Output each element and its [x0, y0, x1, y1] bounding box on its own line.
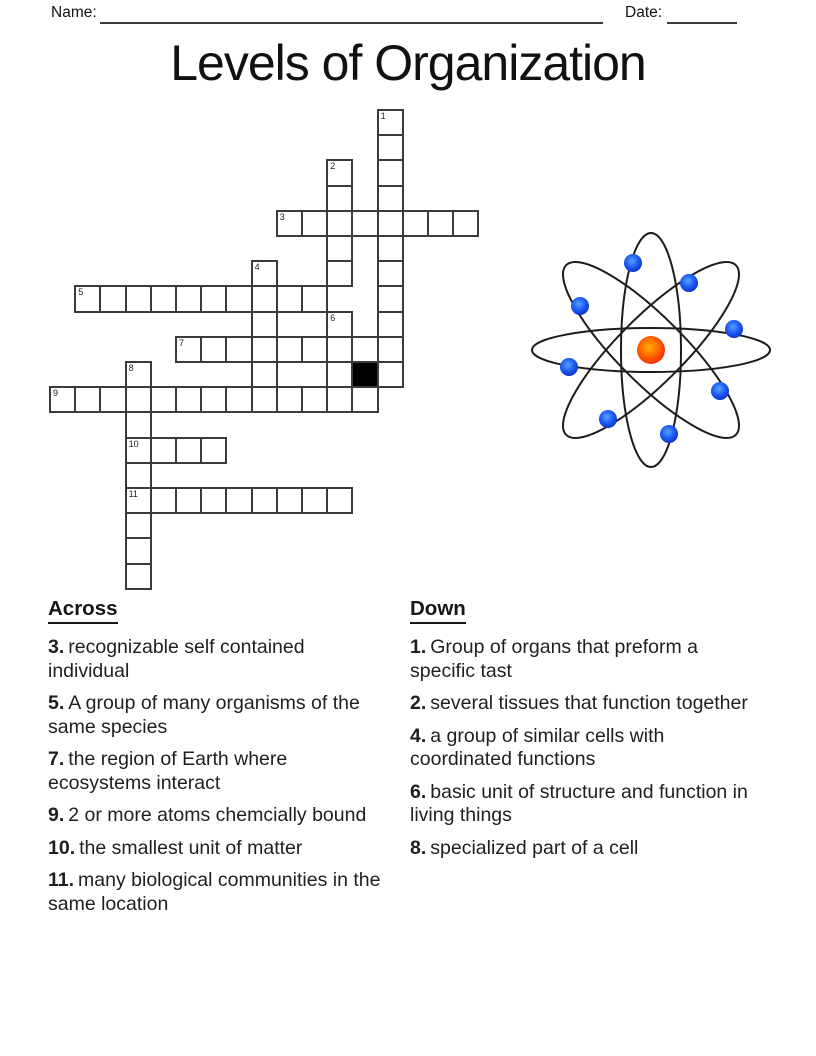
- crossword-cell[interactable]: [326, 159, 353, 186]
- crossword-cell[interactable]: [125, 462, 152, 489]
- crossword-cell[interactable]: [377, 185, 404, 212]
- cell-number: 11: [128, 489, 138, 499]
- clue-across-3: [48, 636, 390, 683]
- electron: [711, 382, 729, 400]
- crossword-cell[interactable]: [150, 386, 177, 413]
- crossword-cell[interactable]: [150, 437, 177, 464]
- crossword-cell[interactable]: [200, 285, 227, 312]
- crossword-cell[interactable]: [301, 487, 328, 514]
- crossword-cell[interactable]: [326, 185, 353, 212]
- clue-number: 3.: [48, 636, 65, 658]
- electron: [571, 297, 589, 315]
- cell-number: 7: [179, 337, 185, 348]
- crossword-cell[interactable]: [200, 336, 227, 363]
- crossword-cell[interactable]: [326, 386, 353, 413]
- clue-number: 5.: [48, 692, 65, 714]
- crossword-cell[interactable]: [351, 386, 378, 413]
- electron: [624, 254, 642, 272]
- crossword-cell[interactable]: [276, 336, 303, 363]
- electron: [660, 425, 678, 443]
- crossword-cell[interactable]: [326, 260, 353, 287]
- clue-down-2: [410, 692, 762, 716]
- across-clues-section: [48, 597, 390, 925]
- crossword-cell[interactable]: [377, 134, 404, 161]
- crossword-cell[interactable]: [175, 487, 202, 514]
- name-label: Name:: [51, 4, 97, 21]
- crossword-cell[interactable]: [99, 285, 126, 312]
- clue-number: 1.: [410, 636, 427, 658]
- cell-number: 3: [279, 211, 285, 222]
- crossword-cell[interactable]: [351, 336, 378, 363]
- page-title: Levels of Organization: [170, 35, 646, 91]
- crossword-cell[interactable]: [125, 512, 152, 539]
- crossword-cell[interactable]: [326, 487, 353, 514]
- crossword-cell[interactable]: [125, 285, 152, 312]
- crossword-cell[interactable]: [125, 361, 152, 388]
- electron: [560, 358, 578, 376]
- crossword-cell[interactable]: [351, 210, 378, 237]
- crossword-cell[interactable]: [377, 260, 404, 287]
- clue-down-1: [410, 636, 762, 683]
- clue-number: 10.: [48, 836, 76, 859]
- electron: [680, 274, 698, 292]
- crossword-cell[interactable]: [377, 235, 404, 262]
- crossword-cell[interactable]: [125, 411, 152, 438]
- atom-illustration: [527, 228, 775, 472]
- crossword-cell[interactable]: [251, 386, 278, 413]
- electron: [725, 320, 743, 338]
- clue-text: 2 or more atoms chemcially bound: [68, 804, 367, 826]
- crossword-cell[interactable]: [326, 210, 353, 237]
- crossword-cell[interactable]: [377, 210, 404, 237]
- crossword-cell[interactable]: [125, 487, 152, 514]
- crossword-cell[interactable]: [200, 487, 227, 514]
- crossword-cell[interactable]: [276, 386, 303, 413]
- clue-number: 7.: [48, 748, 65, 770]
- cell-number: 5: [78, 287, 84, 298]
- across-heading: Across: [48, 597, 118, 624]
- cell-number: 8: [128, 363, 134, 373]
- nucleus: [637, 336, 665, 364]
- clue-text: recognizable self contained individual: [48, 636, 305, 682]
- crossword-cell[interactable]: [251, 361, 278, 388]
- crossword-cell[interactable]: [175, 336, 202, 363]
- crossword-cell[interactable]: [326, 235, 353, 262]
- crossword-black-cell: [351, 361, 378, 388]
- crossword-cell[interactable]: [276, 285, 303, 312]
- clue-number: 4.: [410, 724, 427, 747]
- crossword-cell[interactable]: [175, 386, 202, 413]
- crossword-cell[interactable]: [377, 109, 404, 136]
- crossword-cell[interactable]: [301, 386, 328, 413]
- down-clues-section: [410, 597, 762, 869]
- crossword-cell[interactable]: [377, 285, 404, 312]
- crossword-cell[interactable]: [125, 386, 152, 413]
- clue-across-7: [48, 748, 390, 795]
- crossword-cell[interactable]: [276, 210, 303, 237]
- crossword-cell[interactable]: [427, 210, 454, 237]
- clue-text: several tissues that function together: [430, 692, 748, 714]
- crossword-cell[interactable]: [125, 563, 152, 590]
- crossword-cell[interactable]: [276, 487, 303, 514]
- clue-number: 9.: [48, 804, 65, 826]
- clue-number: 6.: [410, 780, 427, 803]
- crossword-cell[interactable]: [326, 336, 353, 363]
- crossword-cell[interactable]: [225, 336, 252, 363]
- crossword-cell[interactable]: [251, 260, 278, 287]
- crossword-cell[interactable]: [125, 437, 152, 464]
- crossword-cell[interactable]: [452, 210, 479, 237]
- clue-across-10: [48, 837, 390, 861]
- crossword-cell[interactable]: [301, 285, 328, 312]
- crossword-cell[interactable]: [326, 311, 353, 338]
- crossword-cell[interactable]: [402, 210, 429, 237]
- crossword-cell[interactable]: [251, 285, 278, 312]
- crossword-cell[interactable]: [175, 285, 202, 312]
- crossword-cell[interactable]: [200, 437, 227, 464]
- crossword-cell[interactable]: [301, 210, 328, 237]
- date-input-line[interactable]: [667, 2, 737, 24]
- crossword-cell[interactable]: [225, 285, 252, 312]
- crossword-cell[interactable]: [225, 487, 252, 514]
- cell-number: 2: [330, 161, 336, 172]
- crossword-cell[interactable]: [251, 487, 278, 514]
- clue-down-6: [410, 781, 762, 828]
- clue-text: the smallest unit of matter: [79, 836, 303, 859]
- cell-number: 1: [380, 111, 386, 121]
- crossword-cell[interactable]: [251, 336, 278, 363]
- crossword-cell[interactable]: [175, 437, 202, 464]
- crossword-cell[interactable]: [377, 336, 404, 363]
- clue-text: A group of many organisms of the same species: [48, 692, 360, 738]
- crossword-cell[interactable]: [200, 386, 227, 413]
- crossword-cell[interactable]: [125, 537, 152, 564]
- crossword-cell[interactable]: [150, 285, 177, 312]
- clue-text: the region of Earth where ecosystems interact: [48, 748, 288, 794]
- crossword-cell[interactable]: [74, 285, 101, 312]
- clue-number: 11.: [48, 869, 75, 891]
- clue-across-9: [48, 804, 390, 828]
- clue-down-4: [410, 725, 762, 772]
- crossword-cell[interactable]: [251, 311, 278, 338]
- crossword-cell[interactable]: [377, 159, 404, 186]
- clue-down-8: [410, 837, 762, 861]
- crossword-cell[interactable]: [74, 386, 101, 413]
- clue-text: specialized part of a cell: [430, 836, 639, 859]
- crossword-cell[interactable]: [150, 487, 177, 514]
- cell-number: 4: [254, 262, 260, 273]
- name-input-line[interactable]: [100, 2, 603, 24]
- cell-number: 10: [128, 438, 139, 449]
- clue-text: Group of organs that preform a specific tast: [410, 636, 698, 682]
- crossword-cell[interactable]: [377, 361, 404, 388]
- down-heading: Down: [410, 597, 466, 624]
- clue-across-11: [48, 869, 390, 916]
- clue-number: 2.: [410, 692, 427, 714]
- date-label: Date:: [625, 4, 663, 21]
- crossword-cell[interactable]: [225, 386, 252, 413]
- clue-text: many biological communities in the same location: [48, 869, 381, 915]
- electron: [599, 410, 617, 428]
- clue-number: 8.: [410, 836, 427, 859]
- clue-text: a group of similar cells with coordinated functions: [410, 724, 665, 770]
- clue-across-5: [48, 692, 390, 739]
- crossword-cell[interactable]: [326, 361, 353, 388]
- cell-number: 6: [330, 312, 336, 323]
- cell-number: 9: [53, 388, 59, 399]
- crossword-cell[interactable]: [49, 386, 76, 413]
- crossword-cell[interactable]: [99, 386, 126, 413]
- crossword-grid: [50, 110, 478, 589]
- clue-text: basic unit of structure and function in living things: [410, 780, 748, 826]
- crossword-cell[interactable]: [301, 336, 328, 363]
- crossword-cell[interactable]: [377, 311, 404, 338]
